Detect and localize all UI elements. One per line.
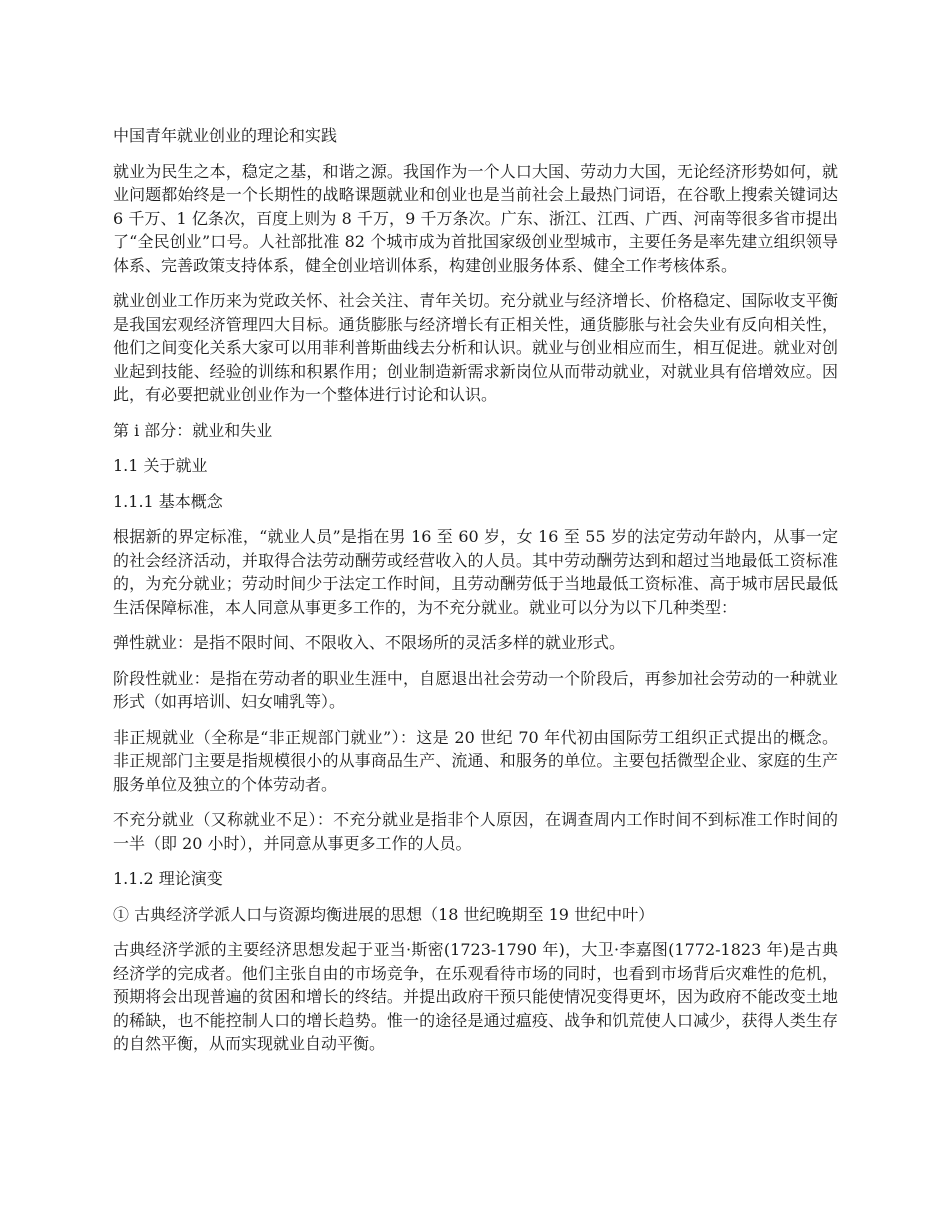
paragraph-classical-economics: 古典经济学派的主要经济思想发起于亚当·斯密(1723-1790 年)，大卫·李嘉图(1772-1823 年)是古典经济学的完成者。他们主张自由的市场竞争，在乐观看待市场的同时，也看到市场背后灾难性的危机，预期将会出现普遍的贫困和增长的终结。并提出政府干预只能使情况变得更坏，因为政府不能改变土地的稀缺，也不能控制人口的增长趋势。惟一的途径是通过瘟疫、战争和饥荒使人口减少，获得人类生存的自然平衡，从而实现就业自动平衡。	[113, 940, 838, 1053]
paragraph-flexible-employment: 弹性就业：是指不限时间、不限收入、不限场所的灵活多样的就业形式。	[113, 633, 626, 652]
paragraph-underemployment: 不充分就业（又称就业不足）：不充分就业是指非个人原因，在调查周内工作时间不到标准工作时间的一半（即 20 小时），并同意从事更多工作的人员。	[113, 810, 838, 853]
document-title: 中国青年就业创业的理论和实践	[113, 126, 338, 145]
section-heading-1-1-1: 1.1.1 基本概念	[113, 491, 223, 511]
paragraph-goals: 就业创业工作历来为党政关怀、社会关注、青年关切。充分就业与经济增长、价格稳定、国际收支平衡是我国宏观经济管理四大目标。通货膨胀与经济增长有正相关性，通货膨胀与社会失业有反向相关性，他们之间变化关系大家可以用菲利普斯曲线去分析和认识。就业与创业相应而生，相互促进。就业对创业起到技能、经验的训练和积累作用；创业制造新需求新岗位从而带动就业，对就业具有倍增效应。因此，有必要把就业创业作为一个整体进行讨论和认识。	[113, 291, 838, 404]
paragraph-definition: 根据新的界定标准，“就业人员”是指在男 16 至 60 岁，女 16 至 55 岁的法定劳动年龄内，从事一定的社会经济活动，并取得合法劳动酬劳或经营收入的人员。其中劳动酬劳达到和超过当地最低工资标准的，为充分就业；劳动时间少于法定工作时间，且劳动酬劳低于当地最低工资标准、高于城市居民最低生活保障标准，本人同意从事更多工作的，为不充分就业。就业可以分为以下几种类型：	[113, 527, 838, 617]
section-heading-classical: ① 古典经济学派人口与资源均衡进展的思想（18 世纪晚期至 19 世纪中叶）	[113, 904, 655, 924]
section-heading-1-1-2: 1.1.2 理论演变	[113, 869, 223, 888]
section-heading-part-1: 第 i 部分：就业和失业	[113, 420, 273, 440]
paragraph-phased-employment: 阶段性就业：是指在劳动者的职业生涯中，自愿退出社会劳动一个阶段后，再参加社会劳动的一种就业形式（如再培训、妇女哺乳等）。	[113, 668, 838, 711]
paragraph-intro: 就业为民生之本，稳定之基，和谐之源。我国作为一个人口大国、劳动力大国，无论经济形势如何，就业问题都始终是一个长期性的战略课题就业和创业也是当前社会上最热门词语，在谷歌上搜索关键词达 6 千万、1 亿条次，百度上则为 8 千万，9 千万条次。广东、浙江、江西、广西、河南等很多省市提出了“全民创业”口号。人社部批准 82 个城市成为首批国家级创业型城市，主要任务是率先建立组织领导体系、完善政策支持体系，健全创业培训体系，构建创业服务体系、健全工作考核体系。	[113, 161, 838, 275]
paragraph-informal-employment: 非正规就业（全称是“非正规部门就业”）：这是 20 世纪 70 年代初由国际劳工组织正式提出的概念。非正规部门主要是指规模很小的从事商品生产、流通、和服务的单位。主要包括微型企业、家庭的生产服务单位及独立的个体劳动者。	[113, 727, 838, 794]
section-heading-1-1: 1.1 关于就业	[113, 456, 208, 475]
